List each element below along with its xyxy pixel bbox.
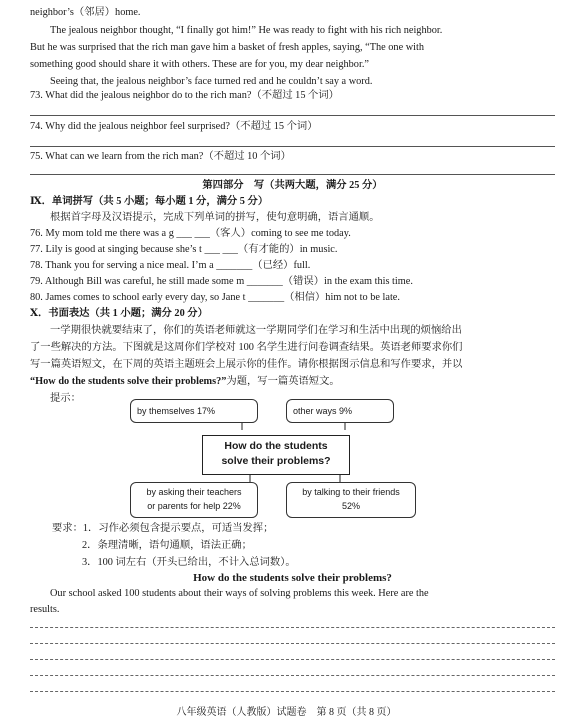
section9-instruction: 根据首字母及汉语提示，完成下列单词的拼写，使句意明确，语言通顺。 [50, 212, 380, 223]
spelling-item-79: 79. Although Bill was careful, he still made some m _______（错误）in the exam this time. [30, 276, 413, 287]
mindmap-box-by-themselves [130, 399, 258, 423]
mindmap-box-teachers-parents [130, 482, 258, 518]
mindmap-box-label: other ways 9% [293, 406, 353, 416]
essay-line: results. [30, 604, 60, 615]
passage-line: But he was surprised that the rich man gave him a basket of fresh apples, saying, “The one with [30, 42, 425, 53]
mindmap-box-label: 52% [341, 501, 360, 511]
passage-line: neighbor’s（邻居）home. [30, 7, 141, 18]
passage-line: The jealous neighbor thought, “I finally got him!” He was ready to fight with his rich neighbor. [50, 25, 443, 36]
section10-paragraph: 一学期很快就要结束了，你们的英语老师就这一学期同学们在学习和生活中出现的烦恼给出 [50, 325, 462, 336]
mindmap-box-label: by talking to their friends [302, 487, 400, 497]
section10-paragraph: 了一些解决的方法。下图就是这周你们学校对 100 名学生进行问卷调查结果。英语老师要求你们 [30, 342, 463, 353]
essay-topic: “How do the students solve their problems?” [30, 376, 227, 387]
question-73: 73. What did the jealous neighbor do to the rich man?（不超过 15 个词） [30, 90, 339, 101]
mindmap-box-label: by themselves 17% [137, 406, 216, 416]
spelling-item-78: 78. Thank you for serving a nice meal. I’m a _______（已经）full. [30, 260, 311, 271]
question-75: 75. What can we learn from the rich man?（不超过 10 个词） [30, 151, 291, 162]
essay-line: Our school asked 100 students about their ways of solving problems this week. Here are the [50, 588, 429, 599]
part4-title: 第四部分 写（共两大题，满分 25 分） [202, 180, 383, 191]
essay-title: How do the students solve their problems? [193, 572, 392, 584]
writing-line [30, 643, 555, 644]
writing-line [30, 627, 555, 628]
section9-title: Ⅸ．单词拼写（共 5 小题；每小题 1 分，满分 5 分） [30, 196, 269, 207]
spelling-item-77: 77. Lily is good at singing because she’s t ___ ___（有才能的）in music. [30, 244, 338, 255]
mindmap-center-box [202, 435, 350, 475]
requirement-3: 3．100 词左右（开头已给出，不计入总词数）。 [82, 557, 296, 568]
mindmap-box-other-ways [286, 399, 394, 423]
requirement-1 [52, 522, 555, 535]
writing-line [30, 675, 555, 676]
page-footer: 八年级英语（人教版）试题卷 第 8 页（共 8 页） [176, 707, 397, 718]
passage-line: something good should share it with others. These are for you, my dear neighbor.” [30, 59, 369, 70]
mindmap-box-label: or parents for help 22% [147, 501, 241, 511]
passage-line: Seeing that, the jealous neighbor’s face turned red and he couldn’t say a word. [50, 76, 373, 87]
question-74: 74. Why did the jealous neighbor feel surprised?（不超过 15 个词） [30, 121, 318, 132]
writing-line [30, 691, 555, 692]
requirement-text: 1．习作必须包含提示要点，可适当发挥； [82, 523, 274, 534]
spelling-item-80: 80. James comes to school early every day, so Jane t _______（相信）him not to be late. [30, 292, 400, 303]
writing-line [30, 659, 555, 660]
requirement-2: 2．条理清晰，语句通顺，语法正确； [82, 540, 252, 551]
hint-label: 提示： [50, 393, 81, 404]
section10-paragraph-tail: 为题，写一篇英语短文。 [226, 376, 340, 387]
section10-paragraph: 写一篇英语短文，在下周的英语主题班会上展示你的佳作。请你根据图示信息和写作要求，并以 [30, 359, 463, 370]
mindmap-center-line: How do the students [224, 440, 328, 452]
requirements-label: 要求： [52, 523, 83, 534]
mindmap-box-label: by asking their teachers [146, 487, 242, 497]
spelling-item-76: 76. My mom told me there was a g ___ ___（客人）coming to see me today. [30, 228, 351, 239]
section10-title: Ⅹ．书面表达（共 1 小题；满分 20 分） [30, 308, 208, 319]
mindmap-center-line: solve their problems? [221, 455, 331, 468]
mindmap-box-friends [286, 482, 416, 518]
